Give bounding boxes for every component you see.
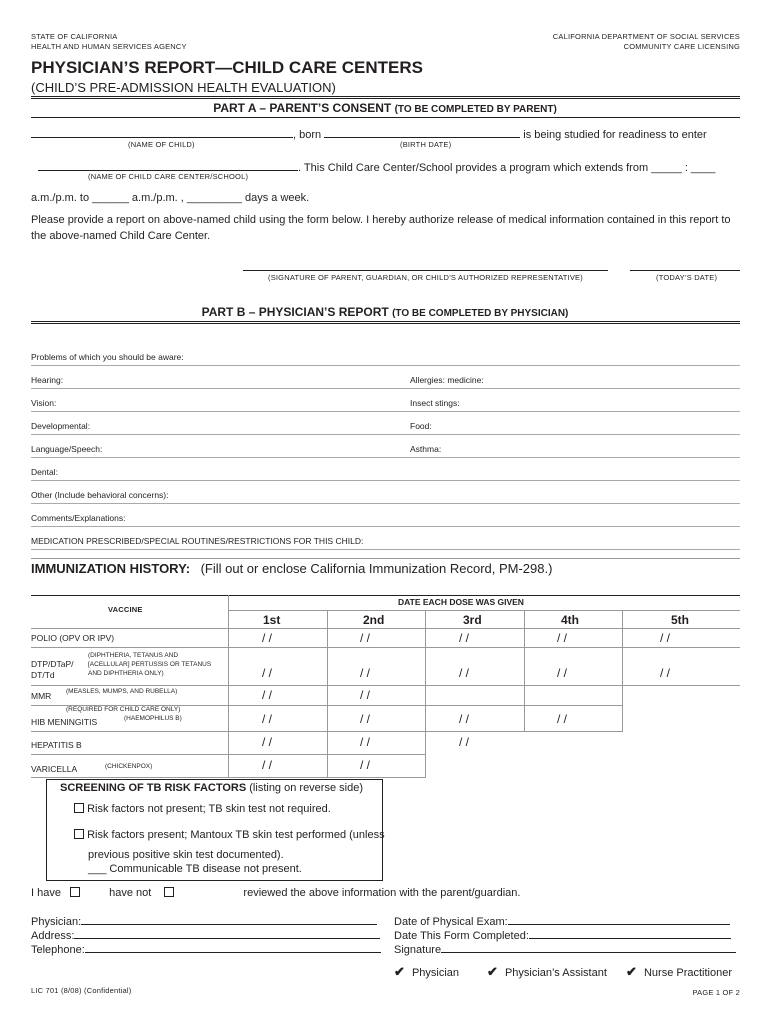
i-have-checkbox[interactable] <box>70 887 80 897</box>
hib-label: HIB MENINGITIS <box>31 717 98 727</box>
department-line-1: CALIFORNIA DEPARTMENT OF SOCIAL SERVICES <box>552 32 740 41</box>
dttd-label: DT/Td <box>31 670 55 680</box>
hib-dose-2[interactable]: / / <box>360 712 371 726</box>
hib-note-2: (HAEMOPHILUS B) <box>124 715 182 722</box>
polio-dose-5[interactable]: / / <box>660 631 671 645</box>
center-name-field[interactable] <box>38 160 298 171</box>
birth-date-field[interactable] <box>324 127 520 138</box>
tb-option-present[interactable]: Risk factors present; Mantoux TB skin test performed (unless <box>74 829 385 841</box>
hepb-dose-1[interactable]: / / <box>262 735 273 749</box>
varicella-dose-1[interactable]: / / <box>262 758 273 772</box>
varicella-label: VARICELLA <box>31 764 78 774</box>
other-row[interactable]: Other (Include behavioral concerns): <box>31 481 740 504</box>
physician-check-icon[interactable]: ✔ <box>394 964 405 979</box>
varicella-dose-2[interactable]: / / <box>360 758 371 772</box>
form-subtitle: (CHILD’S PRE-ADMISSION HEALTH EVALUATION) <box>31 80 336 95</box>
name-of-center-label: (NAME OF CHILD CARE CENTER/SCHOOL) <box>88 172 249 181</box>
polio-label: POLIO (OPV OR IPV) <box>31 633 115 643</box>
polio-dose-4[interactable]: / / <box>557 631 568 645</box>
tb-communicable-line[interactable]: ___ Communicable TB disease not present. <box>88 863 302 875</box>
assistant-check-icon[interactable]: ✔ <box>487 964 498 979</box>
dtp-note-2: [ACELLULAR] PERTUSSIS OR TETANUS <box>88 661 212 668</box>
have-not-checkbox[interactable] <box>164 887 174 897</box>
authorization-text: Please provide a report on above-named child using the form below. I hereby authorize release of medical information contained in this report to the above-named Child Care Center. <box>31 214 731 242</box>
date-completed-field[interactable]: Date This Form Completed: <box>394 928 731 942</box>
hib-dose-4[interactable]: / / <box>557 712 568 726</box>
agency-line-2: HEALTH AND HUMAN SERVICES AGENCY <box>31 42 187 51</box>
dose-4th-header: 4th <box>561 613 579 627</box>
hib-note-1: (REQUIRED FOR CHILD CARE ONLY) <box>66 706 181 713</box>
dtp-dose-4[interactable]: / / <box>557 666 568 680</box>
role-physician-option[interactable]: ✔ Physician <box>394 964 460 979</box>
today-date-line[interactable] <box>630 270 740 271</box>
dose-1st-header: 1st <box>263 613 281 627</box>
role-np-option[interactable]: ✔ Nurse Practitioner <box>626 964 733 979</box>
tb-not-present-checkbox[interactable] <box>74 803 84 813</box>
dtp-note-3: AND DIPHTHERIA ONLY) <box>88 670 164 677</box>
date-exam-field[interactable]: Date of Physical Exam: <box>394 914 730 928</box>
hepatitis-b-label: HEPATITIS B <box>31 740 82 750</box>
dtp-label: DTP/DTaP/ <box>31 659 74 669</box>
medication-row[interactable]: MEDICATION PRESCRIBED/SPECIAL ROUTINES/RESTRICTIONS FOR THIS CHILD: <box>31 527 740 550</box>
dose-2nd-header: 2nd <box>363 613 385 627</box>
birth-date-label: (BIRTH DATE) <box>400 140 452 149</box>
signature-field[interactable]: Signature <box>394 942 736 956</box>
today-date-label: (TODAY’S DATE) <box>656 273 718 282</box>
role-assistant-option[interactable]: ✔ Physician’s Assistant <box>487 964 607 979</box>
child-readiness-line: , born is being studied for readiness to enter <box>31 127 740 141</box>
problems-row[interactable]: Problems of which you should be aware: <box>31 343 740 366</box>
dose-5th-header: 5th <box>671 613 689 627</box>
hib-dose-1[interactable]: / / <box>262 712 273 726</box>
name-of-child-label: (NAME OF CHILD) <box>128 140 195 149</box>
page-number: PAGE 1 OF 2 <box>692 988 740 997</box>
signature-label: (SIGNATURE OF PARENT, GUARDIAN, OR CHILD’S AUTHORIZED REPRESENTATIVE) <box>268 273 583 282</box>
vaccine-header: VACCINE <box>108 605 143 614</box>
polio-dose-3[interactable]: / / <box>459 631 470 645</box>
part-a-heading: PART A – PARENT’S CONSENT (TO BE COMPLETED BY PARENT) <box>213 101 557 115</box>
hepb-dose-2[interactable]: / / <box>360 735 371 749</box>
address-field[interactable]: Address: <box>31 928 380 942</box>
hepb-dose-3[interactable]: / / <box>459 735 470 749</box>
tb-option-present-line2: previous positive skin test documented). <box>88 849 284 861</box>
mmr-label: MMR <box>31 691 52 701</box>
department-line-2: COMMUNITY CARE LICENSING <box>623 42 740 51</box>
hours-line: a.m./p.m. to ______ a.m./p.m. , _________ days a week. <box>31 192 310 204</box>
physician-field[interactable]: Physician: <box>31 914 377 928</box>
dose-3rd-header: 3rd <box>463 613 482 627</box>
dtp-dose-1[interactable]: / / <box>262 666 273 680</box>
date-each-dose-header: DATE EACH DOSE WAS GIVEN <box>398 597 524 607</box>
telephone-field[interactable]: Telephone: <box>31 942 381 956</box>
dtp-note-1: (DIPHTHERIA, TETANUS AND <box>88 652 179 659</box>
tb-present-checkbox[interactable] <box>74 829 84 839</box>
comments-row[interactable]: Comments/Explanations: <box>31 504 740 527</box>
mmr-dose-2[interactable]: / / <box>360 688 371 702</box>
signature-line[interactable] <box>243 270 608 271</box>
polio-dose-1[interactable]: / / <box>262 631 273 645</box>
child-name-field[interactable] <box>31 127 293 138</box>
program-line: . This Child Care Center/School provides a program which extends from _____ : ____ <box>38 160 740 174</box>
hearing-allergies-row[interactable]: Hearing: Allergies: medicine: <box>31 366 740 389</box>
vision-insect-row[interactable]: Vision: Insect stings: <box>31 389 740 412</box>
varicella-note: (CHICKENPOX) <box>105 763 153 770</box>
agency-line-1: STATE OF CALIFORNIA <box>31 32 118 41</box>
form-id: LIC 701 (8/08) (Confidential) <box>31 986 132 995</box>
np-check-icon[interactable]: ✔ <box>626 964 637 979</box>
dtp-dose-5[interactable]: / / <box>660 666 671 680</box>
dental-row[interactable]: Dental: <box>31 458 740 481</box>
tb-heading: SCREENING OF TB RISK FACTORS (listing on reverse side) <box>60 782 363 794</box>
form-title: PHYSICIAN’S REPORT—CHILD CARE CENTERS <box>31 58 423 77</box>
language-asthma-row[interactable]: Language/Speech: Asthma: <box>31 435 740 458</box>
dtp-dose-2[interactable]: / / <box>360 666 371 680</box>
developmental-food-row[interactable]: Developmental: Food: <box>31 412 740 435</box>
polio-dose-2[interactable]: / / <box>360 631 371 645</box>
mmr-dose-1[interactable]: / / <box>262 688 273 702</box>
tb-option-not-present[interactable]: Risk factors not present; TB skin test not required. <box>74 803 331 815</box>
mmr-note: (MEASLES, MUMPS, AND RUBELLA) <box>66 688 178 695</box>
review-line: I have have not reviewed the above information with the parent/guardian. <box>31 887 521 899</box>
immunization-heading: IMMUNIZATION HISTORY: (Fill out or enclose California Immunization Record, PM-298.) <box>31 561 553 576</box>
hib-dose-3[interactable]: / / <box>459 712 470 726</box>
dtp-dose-3[interactable]: / / <box>459 666 470 680</box>
part-b-heading: PART B – PHYSICIAN’S REPORT (TO BE COMPLETED BY PHYSICIAN) <box>201 305 569 319</box>
